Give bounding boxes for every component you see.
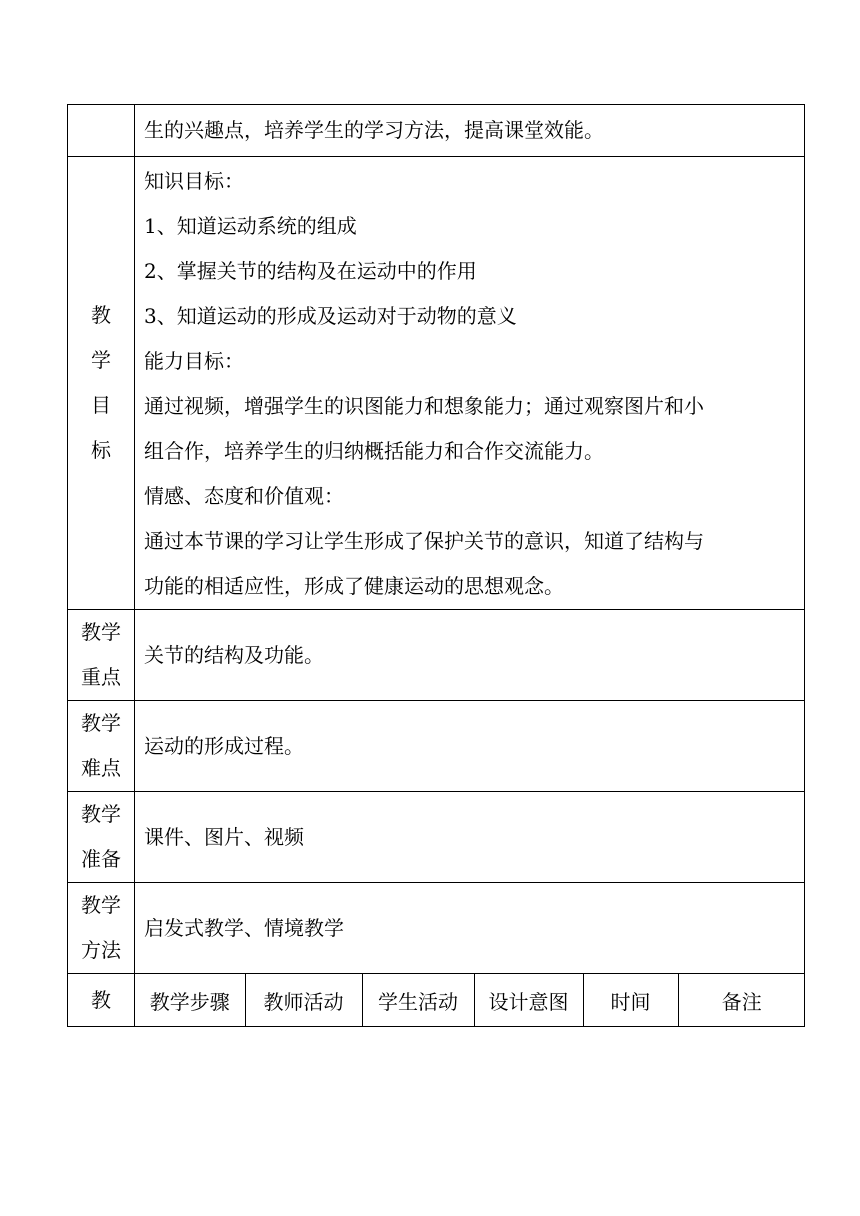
- goal-line: 2、掌握关节的结构及在运动中的作用: [144, 259, 477, 283]
- process-label: 教: [68, 974, 135, 1027]
- key-points-row: [68, 610, 805, 701]
- difficulties-label-line: 难点: [81, 756, 121, 780]
- goals-label-char: 学: [91, 348, 111, 372]
- ability-goal-heading: 能力目标：: [144, 349, 244, 373]
- intro-text: 生的兴趣点，培养学生的学习方法，提高课堂效能。: [144, 118, 604, 142]
- lesson-plan-table: [67, 104, 805, 1027]
- column-header-teacher-activity: 教师活动: [245, 974, 362, 1026]
- goals-label-char: 标: [91, 438, 111, 462]
- preparation-row: [68, 792, 805, 883]
- preparation-label-line: 教学: [81, 802, 121, 826]
- attitude-goal-heading: 情感、态度和价值观：: [144, 484, 344, 508]
- difficulties-row: [68, 701, 805, 792]
- teaching-goals-row: [68, 157, 805, 610]
- difficulties-label: [68, 701, 135, 792]
- teaching-goals-label: [68, 157, 135, 610]
- intro-label-cell: [68, 105, 135, 157]
- goal-line: 1、知道运动系统的组成: [144, 214, 357, 238]
- goals-label-char: 目: [91, 393, 111, 417]
- methods-label: [68, 883, 135, 974]
- key-points-label-line: 教学: [81, 620, 121, 644]
- methods-label-line: 教学: [81, 893, 121, 917]
- intro-content-cell: [135, 105, 805, 157]
- column-header-student-activity: 学生活动: [362, 974, 474, 1026]
- difficulties-content: [135, 701, 805, 792]
- methods-row: [68, 883, 805, 974]
- goal-line: 通过本节课的学习让学生形成了保护关节的意识，知道了结构与: [144, 529, 704, 553]
- goal-line: 功能的相适应性，形成了健康运动的思想观念。: [144, 574, 564, 598]
- difficulties-label-line: 教学: [81, 711, 121, 735]
- column-header-design-intent: 设计意图: [474, 974, 583, 1026]
- key-points-text: 关节的结构及功能。: [144, 642, 324, 667]
- methods-content: [135, 883, 805, 974]
- goal-line: 3、知道运动的形成及运动对于动物的意义: [144, 304, 517, 328]
- process-columns: [135, 974, 805, 1026]
- teaching-goals-content: [135, 157, 805, 610]
- key-points-content: [135, 610, 805, 701]
- key-points-label: [68, 610, 135, 701]
- process-columns-cell: [135, 974, 805, 1027]
- key-points-label-line: 重点: [81, 665, 121, 689]
- methods-text: 启发式教学、情境教学: [144, 915, 344, 940]
- preparation-label: [68, 792, 135, 883]
- knowledge-goal-heading: 知识目标：: [144, 169, 244, 193]
- column-header-teaching-steps: 教学步骤: [149, 989, 230, 1014]
- preparation-label-line: 准备: [81, 847, 121, 871]
- goals-label-char: 教: [91, 303, 111, 327]
- column-header-time: 时间: [583, 974, 678, 1026]
- intro-row: [68, 105, 805, 157]
- preparation-text: 课件、图片、视频: [144, 824, 304, 849]
- methods-label-line: 方法: [81, 938, 121, 962]
- difficulties-text: 运动的形成过程。: [144, 733, 304, 758]
- preparation-content: [135, 792, 805, 883]
- process-header-row: [68, 974, 805, 1027]
- goal-line: 通过视频，增强学生的识图能力和想象能力；通过观察图片和小: [144, 394, 704, 418]
- goal-line: 组合作，培养学生的归纳概括能力和合作交流能力。: [144, 439, 604, 463]
- column-header-notes: 备注: [678, 974, 805, 1026]
